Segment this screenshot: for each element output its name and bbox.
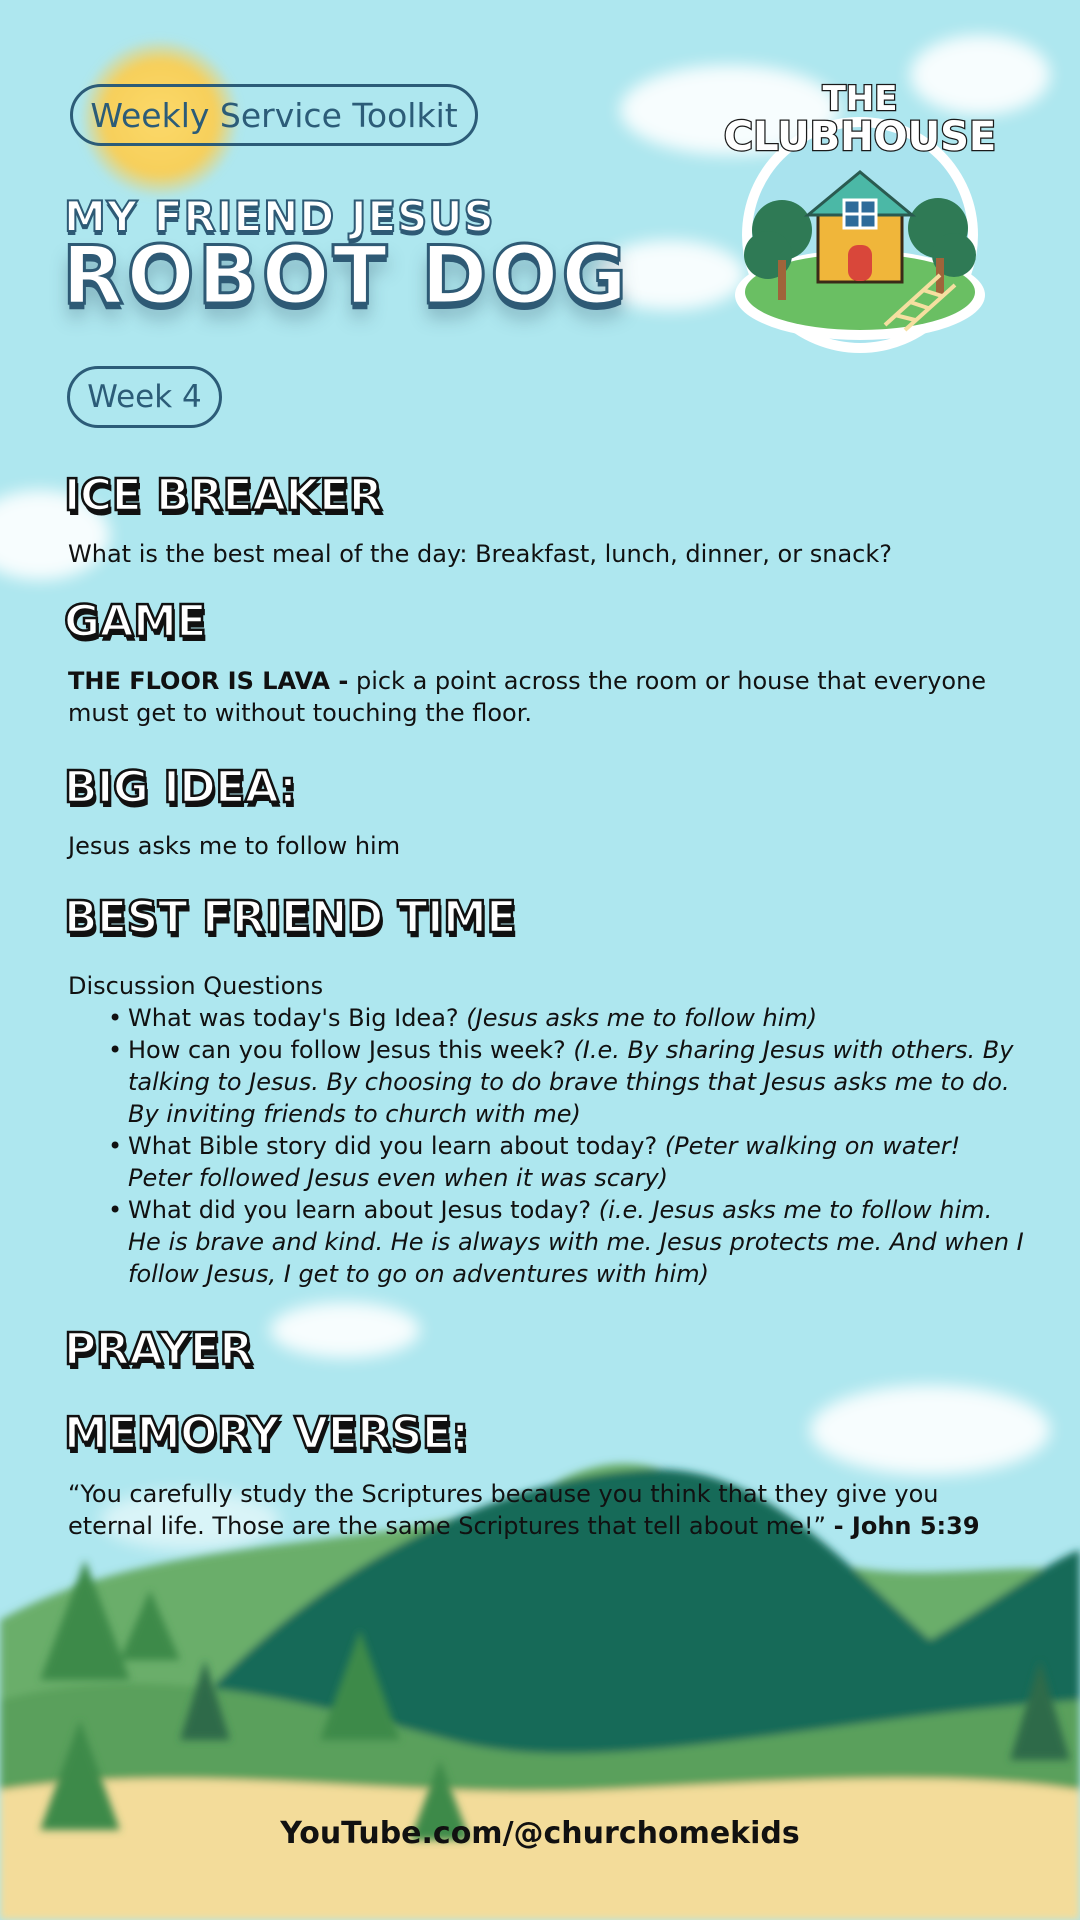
memory-verse-text <box>68 1478 1018 1542</box>
best-friend-time-heading: BEST FRIEND TIME <box>64 892 516 943</box>
clubhouse-logo-icon <box>710 70 1010 360</box>
memory-verse-heading: MEMORY VERSE: <box>64 1408 469 1459</box>
toolkit-label: Weekly Service Toolkit <box>90 95 458 135</box>
ice-breaker-heading: ICE BREAKER <box>64 470 383 521</box>
discussion-questions-list <box>108 1002 1028 1290</box>
logo-text-bottom: CLUBHOUSE <box>723 114 997 160</box>
list-item: • What was today's Big Idea? (Jesus asks me to follow him) <box>108 1002 1028 1034</box>
game-text <box>68 665 1023 729</box>
discussion-intro: Discussion Questions <box>68 972 324 1000</box>
list-item: • What Bible story did you learn about today? (Peter walking on water! Peter followed Jesus even when it was scary) <box>108 1130 1028 1194</box>
series-title: MY FRIEND JESUS <box>64 192 495 241</box>
ice-breaker-text: What is the best meal of the day: Breakfast, lunch, dinner, or snack? <box>68 540 892 568</box>
game-description: pick a point across the room or house that everyone must get to without touching the floor. <box>68 667 987 727</box>
logo-text-top: THE <box>822 79 898 119</box>
youtube-footer-link[interactable]: YouTube.com/@churchomekids <box>280 1816 800 1851</box>
game-heading: GAME <box>64 596 207 647</box>
memory-verse-quote: “You carefully study the Scriptures because you think that they give you eternal life. Those are the same Scriptures that tell about me!” <box>68 1480 939 1540</box>
memory-verse-reference: - John 5:39 <box>833 1512 980 1540</box>
toolkit-badge <box>70 84 478 146</box>
big-idea-heading: BIG IDEA: <box>64 762 297 813</box>
game-name: THE FLOOR IS LAVA - <box>68 667 349 695</box>
list-item: • How can you follow Jesus this week? (I.e. By sharing Jesus with others. By talking to Jesus. By choosing to do brave things that Jesus asks me to do. By inviting friends to church with me) <box>108 1034 1028 1130</box>
week-badge <box>67 366 222 428</box>
big-idea-text: Jesus asks me to follow him <box>68 832 401 860</box>
episode-title: ROBOT DOG <box>62 229 631 322</box>
list-item: • What did you learn about Jesus today? (i.e. Jesus asks me to follow him. He is brave and kind. He is always with me. Jesus protects me. And when I follow Jesus, I get to go on adventures with him) <box>108 1194 1028 1290</box>
prayer-heading: PRAYER <box>64 1324 253 1375</box>
week-label: Week 4 <box>87 379 202 415</box>
